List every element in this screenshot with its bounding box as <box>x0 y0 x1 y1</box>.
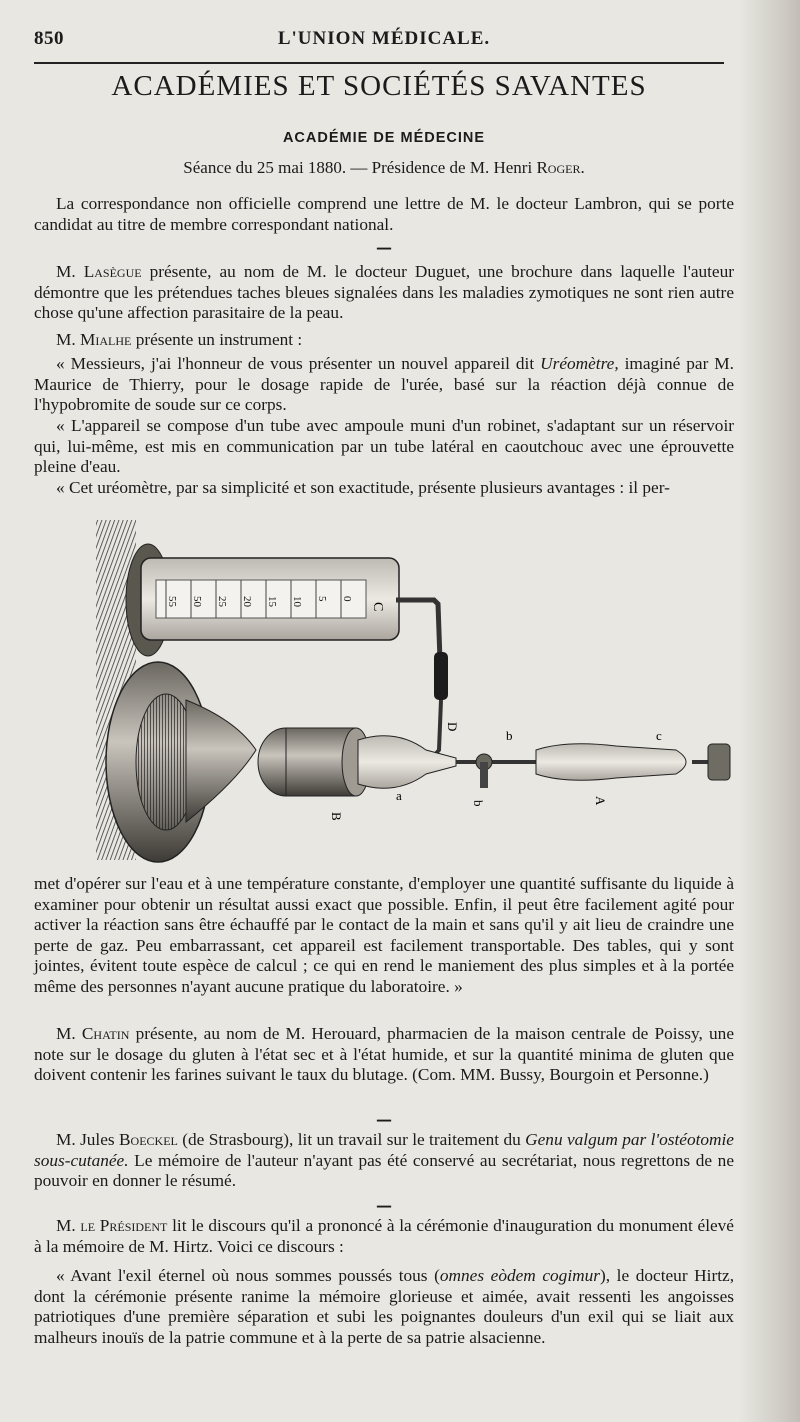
label-a: a <box>396 788 402 803</box>
paragraph-lasegue <box>34 262 734 324</box>
paragraph-text: La correspondance non officielle comprend une lettre de M. le docteur Lambron, qui se porte candidat au titre de membre correspondant national. <box>34 194 734 234</box>
paragraph-avantages <box>34 478 734 499</box>
label-b-lower: B <box>329 812 344 821</box>
instrument-name: Uréomètre, <box>540 354 619 373</box>
scale-number: 20 <box>241 596 253 607</box>
paragraph-text: présente un instrument : <box>131 330 303 349</box>
label-c-lower: c <box>656 728 662 743</box>
separator-dash: — <box>376 238 392 257</box>
paragraph-discours <box>34 1266 734 1348</box>
president-name: Roger. <box>536 158 585 177</box>
scale-number: 15 <box>266 596 278 607</box>
paragraph-text: « L'appareil se compose d'un tube avec ampoule muni d'un robinet, s'adaptant sur un réservoir qui, lui-même, est mis en communication par un tube latéral en caoutchouc avec une éprouvette pleine d'eau. <box>34 416 734 476</box>
speaker-name: Chatin <box>81 1024 130 1043</box>
prefix: M. Jules <box>56 1130 120 1149</box>
prefix: M. <box>56 1216 81 1235</box>
latin-quote: omnes eòdem cogimur <box>439 1266 600 1285</box>
paragraph-correspondence <box>34 194 734 235</box>
paragraph-text: ), le docteur Hirtz, dont la cérémonie présente ranime la mémoire glorieuse et aimée, avait ressenti les angoisses patriotiques d'une première séparation et subi les poignantes douleurs d'un exil qui se liait aux malheurs inouïs de la patrie commune et à la perte de sa patrie alsacienne. <box>34 1266 735 1347</box>
paragraph-boeckel <box>34 1130 734 1192</box>
stand-neck <box>186 700 256 822</box>
paragraph-mialhe <box>34 330 734 351</box>
paragraph-chatin <box>34 1024 734 1086</box>
graduated-scale <box>156 580 366 618</box>
ureometer-illustration <box>96 500 736 870</box>
session-text: Séance du 25 mai 1880. — Présidence de M. Henri <box>183 158 537 177</box>
paragraph-appareil <box>34 416 734 478</box>
paragraph-text: présente, au nom de M. Herouard, pharmacien de la maison centrale de Poissy, une note sur le dosage du gluten à l'état sec et à l'état humide, et sur la quantité minima de gluten que doivent contenir les farines suivant le taux du blutage. (Com. MM. Bussy, Bourgoin et Personne.) <box>34 1024 734 1084</box>
paragraph-text: (de Strasbourg), lit un travail sur le traitement du <box>177 1130 526 1149</box>
running-header <box>34 24 734 58</box>
glass-vessel <box>358 736 456 788</box>
paragraph-president <box>34 1216 734 1257</box>
prefix: M. <box>56 1024 82 1043</box>
scale-number: 55 <box>166 596 178 607</box>
label-a-upper: A <box>593 796 608 806</box>
separator-dash: — <box>376 1110 392 1129</box>
paragraph-text: présente, au nom de M. le docteur Duguet, une brochure dans laquelle l'auteur démontre que les prétendues taches bleues signalées dans les maladies zymotiques ne sont rien autre chose qu'une affection parasitaire de la peau. <box>34 262 734 322</box>
rubber-tube <box>434 652 448 700</box>
page-number: 850 <box>34 28 64 49</box>
paragraph-text: imaginé par M. Maurice de Thierry, pour le dosage rapide de l'urée, basé sur la réaction déjà connue de l'hypobromite de soude sur ce corps. <box>34 354 734 414</box>
paragraph-text: met d'opérer sur l'eau et à une température constante, d'employer une quantité suffisante du liquide à examiner pour obtenir un résultat aussi exact que possible. Enfin, il peut être facilement agité pour activer la réaction sans être échauffé par le contact de la main et sans qu'il y ait lieu de craindre une perte de gaz. Peu embarrassant, cet appareil est facilement transportable. Des tables, qui y sont jointes, évitent toute espèce de calcul ; ce qui en rend le maniement des plus simples et à la portée même des personnes n'ayant aucune pratique du laboratoire. » <box>34 874 734 996</box>
paragraph-text: « Cet uréomètre, par sa simplicité et son exactitude, présente plusieurs avantages : il per- <box>56 478 670 497</box>
speaker-name: Lasègue <box>83 262 142 281</box>
scale-number: 0 <box>341 596 353 602</box>
stopcock-handle <box>480 762 488 788</box>
paragraph-text: Le mémoire de l'auteur n'ayant pas été conservé au secrétariat, nous regrettons de ne pouvoir en donner le résumé. <box>34 1150 734 1190</box>
ureometer-engraving <box>96 500 736 870</box>
paragraph-text: lit le discours qu'il a prononcé à la cérémonie d'inauguration du monument élevé à la mémoire de M. Hirtz. Voici ce discours : <box>34 1216 734 1256</box>
scale-number: 25 <box>216 596 228 607</box>
stopper <box>708 744 730 780</box>
ampoule-tube <box>536 744 686 781</box>
label-b: b <box>506 728 513 743</box>
label-d: D <box>445 722 460 732</box>
scale-number: 5 <box>316 596 328 602</box>
bent-tube <box>396 600 440 660</box>
section-title: ACADÉMIES ET SOCIÉTÉS SAVANTES <box>111 70 647 102</box>
scale-number: 10 <box>291 596 303 607</box>
separator-dash: — <box>376 1196 392 1215</box>
academy-title: ACADÉMIE DE MÉDECINE <box>282 130 486 146</box>
journal-title: L'UNION MÉDICALE. <box>277 28 491 49</box>
session-line <box>34 158 734 178</box>
speaker-name: le Président <box>80 1216 168 1235</box>
prefix: M. <box>56 262 84 281</box>
work-title: Genu valgum par l'ostéotomie sous-cutanée. <box>34 1130 734 1170</box>
paragraph-text: « Avant l'exil éternel où nous sommes poussés tous ( <box>56 1266 440 1285</box>
page-edge-shadow <box>738 0 800 1422</box>
paragraph-messieurs <box>34 354 734 416</box>
speaker-name: Mialhe <box>80 330 132 349</box>
paragraph-text: « Messieurs, j'ai l'honneur de vous présenter un nouvel appareil dit <box>56 354 541 373</box>
label-c: C <box>370 602 385 612</box>
paragraph-continued <box>34 874 734 997</box>
label-e: b <box>471 800 486 807</box>
prefix: M. <box>56 330 81 349</box>
scale-number: 50 <box>191 596 203 607</box>
speaker-name: Boeckel <box>119 1130 178 1149</box>
header-rule <box>34 62 724 64</box>
